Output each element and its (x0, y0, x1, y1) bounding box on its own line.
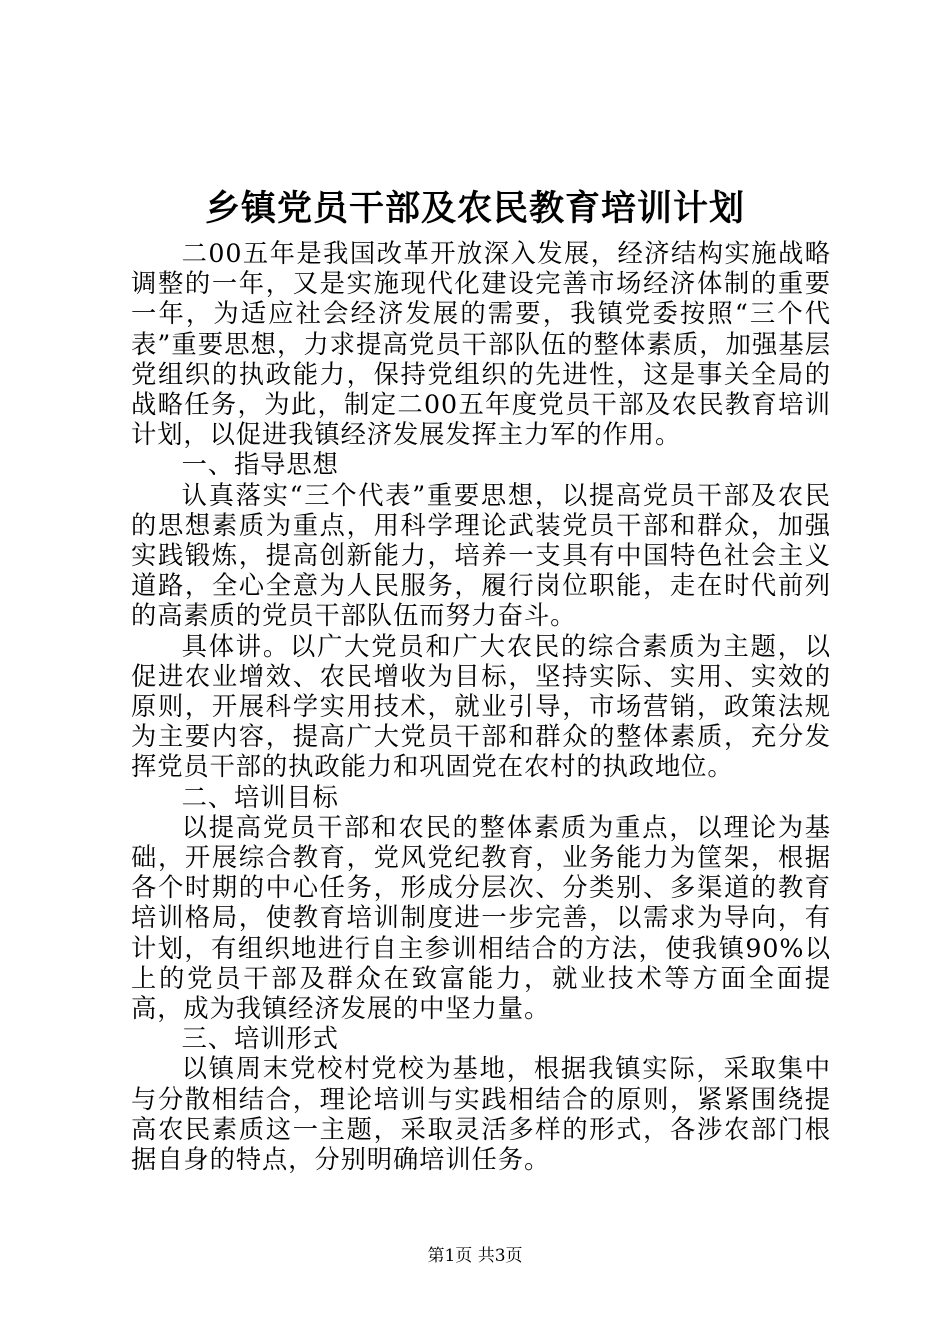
training-goals-paragraph: 以提高党员干部和农民的整体素质为重点，以理论为基础，开展综合教育，党风党纪教育，业务能力为筐架，根据各个时期的中心任务，形成分层次、分类别、多渠道的教育培训格局，使教育培训制度进一步完善，以需求为导向，有计划，有组织地进行自主参训相结合的方法，使我镇90%以上的党员干部及群众在致富能力，就业技术等方面全面提高，成为我镇经济发展的中坚力量。 (131, 812, 831, 1024)
document-title: 乡镇党员干部及农民教育培训计划 (204, 188, 745, 229)
intro-paragraph: 二00五年是我国改革开放深入发展，经济结构实施战略调整的一年，又是实施现代化建设完善市场经济体制的重要一年，为适应社会经济发展的需要，我镇党委按照“三个代表”重要思想，力求提高党员干部队伍的整体素质，加强基层党组织的执政能力，保持党组织的先进性，这是事关全局的战略任务，为此，制定二00五年度党员干部及农民教育培训计划，以促进我镇经济发展发挥主力军的作用。 (131, 239, 831, 450)
section-heading-guiding-ideology: 一、指导思想 (181, 450, 339, 480)
training-form-paragraph: 以镇周末党校村党校为基地，根据我镇实际，采取集中与分散相结合，理论培训与实践相结合的原则，紧紧围绕提高农民素质这一主题，采取灵活多样的形式，各涉农部门根据自身的特点，分别明确培训任务。 (131, 1054, 831, 1175)
section-heading-training-goals: 二、培训目标 (181, 782, 339, 812)
specifics-paragraph: 具体讲。以广大党员和广大农民的综合素质为主题，以促进农业增效、农民增收为目标，坚持实际、实用、实效的原则，开展科学实用技术，就业引导，市场营销，政策法规为主要内容，提高广大党员干部和群众的整体素质，充分发挥党员干部的执政能力和巩固党在农村的执政地位。 (131, 631, 831, 782)
guiding-ideology-paragraph: 认真落实“三个代表”重要思想，以提高党员干部及农民的思想素质为重点，用科学理论武装党员干部和群众，加强实践锻炼，提高创新能力，培养一支具有中国特色社会主义道路，全心全意为人民服务，履行岗位职能，走在时代前列的高素质的党员干部队伍而努力奋斗。 (131, 480, 831, 631)
section-heading-training-form: 三、培训形式 (181, 1024, 339, 1054)
page-number-footer: 第1页 共3页 (427, 1246, 523, 1266)
document-body (131, 239, 831, 1175)
